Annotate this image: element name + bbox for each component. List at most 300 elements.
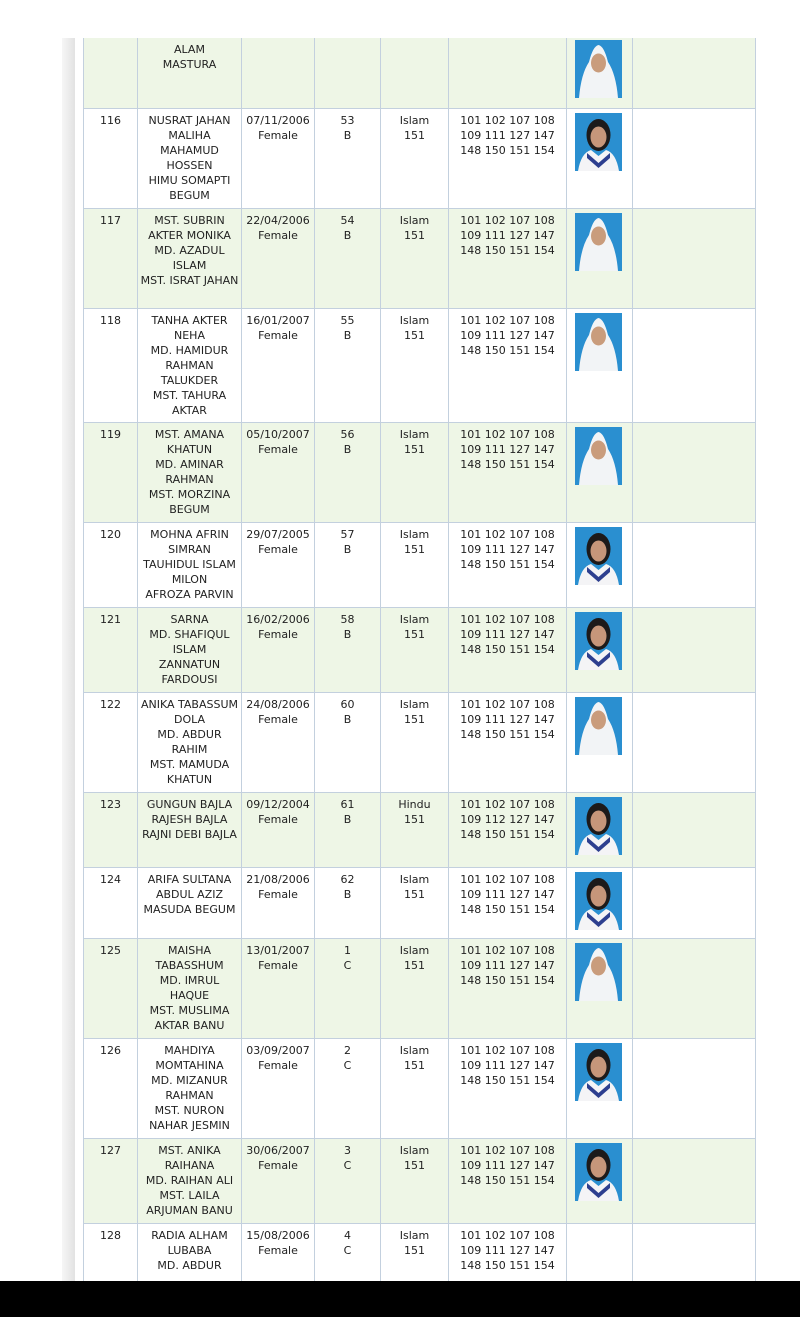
religion-cell	[381, 792, 449, 867]
mother-name: ZANNATUN FARDOUSI	[158, 657, 221, 686]
student-photo	[567, 422, 633, 522]
student-photo-image	[575, 113, 622, 171]
roll-number: 123	[100, 797, 121, 811]
class-roll: 54	[340, 213, 355, 227]
class-roll: 57	[340, 527, 355, 541]
religion-code: 151	[404, 228, 425, 242]
subject-codes: 109 111 127 147	[460, 1158, 555, 1172]
dob-gender-cell	[242, 692, 315, 792]
religion: Islam	[399, 527, 430, 541]
subject-codes: 109 111 127 147	[460, 1058, 555, 1072]
names-cell	[138, 422, 242, 522]
class-roll-cell	[315, 108, 381, 208]
father-name: MD. SHAFIQUL ISLAM	[149, 627, 230, 656]
subject-codes: 148 150 151 154	[460, 827, 555, 841]
remarks-cell	[633, 792, 756, 867]
subject-codes: 148 150 151 154	[460, 243, 555, 257]
religion-cell	[381, 208, 449, 308]
religion-code: 151	[404, 328, 425, 342]
section: B	[343, 887, 352, 901]
subject-codes: 109 111 127 147	[460, 542, 555, 556]
section: C	[343, 958, 352, 972]
subjects-cell	[449, 522, 567, 607]
table-row	[84, 1223, 756, 1281]
subject-codes: 101 102 107 108	[460, 797, 555, 811]
subjects-cell	[449, 422, 567, 522]
father-name: RAJESH BAJLA	[151, 812, 228, 826]
subject-codes: 101 102 107 108	[460, 943, 555, 957]
mother-name: MST. LAILA ARJUMAN BANU	[146, 1188, 233, 1217]
religion-cell	[381, 38, 449, 108]
student-photo	[567, 867, 633, 938]
mother-name: MST. MAMUDA KHATUN	[149, 757, 230, 786]
class-roll-cell	[315, 1223, 381, 1281]
class-roll-cell	[315, 208, 381, 308]
dob-gender-cell	[242, 522, 315, 607]
dob-gender-cell	[242, 422, 315, 522]
date-of-birth: 09/12/2004	[246, 797, 310, 811]
gender: Female	[258, 328, 298, 342]
class-roll: 2	[344, 1043, 351, 1057]
student-name: MOHNA AFRIN SIMRAN	[150, 527, 229, 556]
father-name: MD. IMRUL HAQUE	[159, 973, 220, 1002]
section: B	[343, 712, 352, 726]
student-photo-image	[575, 527, 622, 585]
subjects-cell	[449, 108, 567, 208]
student-name: GUNGUN BAJLA	[146, 797, 233, 811]
subject-codes: 109 111 127 147	[460, 1243, 555, 1257]
father-name: MD. RAIHAN ALI	[145, 1173, 234, 1187]
gender: Female	[258, 228, 298, 242]
names-cell	[138, 1038, 242, 1138]
student-photo-image	[575, 872, 622, 930]
dob-gender-cell	[242, 108, 315, 208]
dob-gender-cell	[242, 607, 315, 692]
religion: Islam	[399, 612, 430, 626]
religion-cell	[381, 522, 449, 607]
religion-cell	[381, 108, 449, 208]
religion: Islam	[399, 427, 430, 441]
subject-codes: 109 111 127 147	[460, 328, 555, 342]
names-cell	[138, 208, 242, 308]
names-cell	[138, 938, 242, 1038]
dob-gender-cell	[242, 792, 315, 867]
student-table	[83, 38, 756, 1281]
names-cell	[138, 38, 242, 108]
mother-name: MASUDA BEGUM	[143, 902, 236, 916]
remarks-cell	[633, 108, 756, 208]
names-cell	[138, 308, 242, 422]
father-name: MASTURA	[162, 58, 217, 71]
gender: Female	[258, 1058, 298, 1072]
student-photo-image	[575, 213, 622, 271]
subject-codes: 101 102 107 108	[460, 1228, 555, 1242]
table-row	[84, 607, 756, 692]
student-name: TANHA AKTER NEHA	[151, 313, 228, 342]
subjects-cell	[449, 1223, 567, 1281]
religion: Islam	[399, 313, 430, 327]
roll-number: 121	[100, 612, 121, 626]
student-photo-image	[575, 943, 622, 1001]
gender: Female	[258, 542, 298, 556]
religion-cell	[381, 1223, 449, 1281]
subject-codes: 109 111 127 147	[460, 228, 555, 242]
subjects-cell	[449, 938, 567, 1038]
student-photo	[567, 108, 633, 208]
father-name: MD. ABDUR	[157, 1258, 222, 1272]
class-roll: 53	[340, 113, 355, 127]
roll-cell	[84, 108, 138, 208]
mother-name: HIMU SOMAPTI BEGUM	[148, 173, 231, 202]
roll-number: 126	[100, 1043, 121, 1057]
names-cell	[138, 607, 242, 692]
subject-codes: 109 111 127 147	[460, 712, 555, 726]
class-roll-cell	[315, 38, 381, 108]
roll-number: 119	[100, 427, 121, 441]
class-roll: 55	[340, 313, 355, 327]
subject-codes: 101 102 107 108	[460, 1143, 555, 1157]
religion-code: 151	[404, 542, 425, 556]
religion-code: 151	[404, 887, 425, 901]
student-name: MAISHA TABASSHUM	[155, 943, 224, 972]
religion-code: 151	[404, 712, 425, 726]
religion-code: 151	[404, 128, 425, 142]
roll-cell	[84, 38, 138, 108]
class-roll: 61	[340, 797, 355, 811]
table-row	[84, 422, 756, 522]
date-of-birth: 05/10/2007	[246, 427, 310, 441]
mother-name: RAJNI DEBI BAJLA	[142, 827, 237, 841]
class-roll: 3	[344, 1143, 351, 1157]
roll-cell	[84, 792, 138, 867]
table-row	[84, 108, 756, 208]
mother-name: MST. TAHURA AKTAR	[152, 388, 227, 417]
section: C	[343, 1058, 352, 1072]
subject-codes: 101 102 107 108	[460, 527, 555, 541]
student-photo-image	[575, 697, 622, 755]
dob-gender-cell	[242, 38, 315, 108]
class-roll: 62	[340, 872, 355, 886]
section: B	[343, 542, 352, 556]
subject-codes: 109 111 127 147	[460, 128, 555, 142]
student-photo-image	[575, 1043, 622, 1101]
section: B	[343, 228, 352, 242]
student-photo-image	[575, 612, 622, 670]
subjects-cell	[449, 792, 567, 867]
religion: Islam	[399, 1043, 430, 1057]
subject-codes: 109 111 127 147	[460, 958, 555, 972]
date-of-birth: 13/01/2007	[246, 943, 310, 957]
subject-codes: 148 150 151 154	[460, 902, 555, 916]
religion: Islam	[399, 113, 430, 127]
page-edge-shadow	[62, 38, 75, 1281]
subjects-cell	[449, 692, 567, 792]
date-of-birth: 21/08/2006	[246, 872, 310, 886]
student-photo	[567, 208, 633, 308]
names-cell	[138, 692, 242, 792]
religion-cell	[381, 607, 449, 692]
student-name: ARIFA SULTANA	[147, 872, 232, 886]
father-name: ABDUL AZIZ	[155, 887, 224, 901]
roll-cell	[84, 1223, 138, 1281]
subject-codes: 148 150 151 154	[460, 1258, 555, 1272]
student-name: MST. AMANA KHATUN	[154, 427, 225, 456]
father-name: MD. ABDUR RAHIM	[157, 727, 222, 756]
class-roll: 58	[340, 612, 355, 626]
subject-codes: 101 102 107 108	[460, 1043, 555, 1057]
class-roll: 4	[344, 1228, 351, 1242]
religion-cell	[381, 422, 449, 522]
subject-codes: 101 102 107 108	[460, 872, 555, 886]
table-row	[84, 308, 756, 422]
father-name: TAUHIDUL ISLAM MILON	[143, 557, 236, 586]
dob-gender-cell	[242, 867, 315, 938]
table-row	[84, 38, 756, 108]
student-photo-image	[575, 313, 622, 371]
religion-code: 151	[404, 1243, 425, 1257]
remarks-cell	[633, 38, 756, 108]
subject-codes: 101 102 107 108	[460, 313, 555, 327]
subject-codes: 148 150 151 154	[460, 343, 555, 357]
subject-codes: 101 102 107 108	[460, 697, 555, 711]
table-row	[84, 1138, 756, 1223]
religion-code: 151	[404, 958, 425, 972]
subject-codes: 109 111 127 147	[460, 627, 555, 641]
names-cell	[138, 792, 242, 867]
subjects-cell	[449, 1138, 567, 1223]
date-of-birth: 16/01/2007	[246, 313, 310, 327]
subject-codes: 101 102 107 108	[460, 113, 555, 127]
student-name: NUSRAT JAHAN MALIHA	[148, 113, 231, 142]
religion-cell	[381, 938, 449, 1038]
religion-cell	[381, 1138, 449, 1223]
religion-code: 151	[404, 1058, 425, 1072]
student-photo	[567, 308, 633, 422]
mother-name: MST. MORZINA BEGUM	[148, 487, 231, 516]
student-photo	[567, 692, 633, 792]
subjects-cell	[449, 38, 567, 108]
names-cell	[138, 1223, 242, 1281]
section: B	[343, 442, 352, 456]
remarks-cell	[633, 1223, 756, 1281]
roll-number: 125	[100, 943, 121, 957]
section: B	[343, 328, 352, 342]
gender: Female	[258, 1158, 298, 1172]
subject-codes: 148 150 151 154	[460, 642, 555, 656]
class-roll: 56	[340, 427, 355, 441]
subject-codes: 109 111 127 147	[460, 887, 555, 901]
dob-gender-cell	[242, 1138, 315, 1223]
dob-gender-cell	[242, 1223, 315, 1281]
roll-cell	[84, 308, 138, 422]
remarks-cell	[633, 867, 756, 938]
gender: Female	[258, 442, 298, 456]
date-of-birth: 29/07/2005	[246, 527, 310, 541]
religion: Islam	[399, 213, 430, 227]
dob-gender-cell	[242, 938, 315, 1038]
subject-codes: 109 111 127 147	[460, 442, 555, 456]
father-name: MD. MIZANUR RAHMAN	[151, 1073, 228, 1102]
roll-number: 120	[100, 527, 121, 541]
gender: Female	[258, 887, 298, 901]
subject-codes: 101 102 107 108	[460, 427, 555, 441]
roll-cell	[84, 938, 138, 1038]
class-roll-cell	[315, 522, 381, 607]
student-photo	[567, 938, 633, 1038]
religion: Islam	[399, 872, 430, 886]
class-roll: 1	[344, 943, 351, 957]
student-photo-image	[575, 427, 622, 485]
remarks-cell	[633, 1038, 756, 1138]
subject-codes: 101 102 107 108	[460, 612, 555, 626]
roll-number: 116	[100, 113, 121, 127]
remarks-cell	[633, 308, 756, 422]
student-photo	[567, 1223, 633, 1281]
subjects-cell	[449, 1038, 567, 1138]
date-of-birth: 15/08/2006	[246, 1228, 310, 1242]
table-row	[84, 1038, 756, 1138]
dob-gender-cell	[242, 1038, 315, 1138]
names-cell	[138, 867, 242, 938]
date-of-birth: 03/09/2007	[246, 1043, 310, 1057]
student-name: ALAM	[174, 43, 205, 56]
subjects-cell	[449, 607, 567, 692]
remarks-cell	[633, 208, 756, 308]
religion: Islam	[399, 943, 430, 957]
dob-gender-cell	[242, 308, 315, 422]
father-name: MD. HAMIDUR RAHMAN TALUKDER	[150, 343, 229, 387]
class-roll-cell	[315, 792, 381, 867]
student-photo-image	[575, 40, 622, 98]
student-name: MST. ANIKA RAIHANA	[158, 1143, 221, 1172]
religion-code: 151	[404, 812, 425, 826]
father-name: MAHAMUD HOSSEN	[160, 143, 219, 172]
religion-cell	[381, 867, 449, 938]
section: C	[343, 1243, 352, 1257]
roll-number: 122	[100, 697, 121, 711]
subject-codes: 148 150 151 154	[460, 143, 555, 157]
religion-code: 151	[404, 442, 425, 456]
student-photo-image	[575, 797, 622, 855]
subject-codes: 148 150 151 154	[460, 1073, 555, 1087]
roll-number: 127	[100, 1143, 121, 1157]
section: C	[343, 1158, 352, 1172]
section: B	[343, 627, 352, 641]
table-row	[84, 692, 756, 792]
student-photo	[567, 38, 633, 108]
class-roll: 60	[340, 697, 355, 711]
class-roll-cell	[315, 607, 381, 692]
section: B	[343, 128, 352, 142]
table-row	[84, 522, 756, 607]
student-name: ANIKA TABASSUM DOLA	[140, 697, 238, 726]
religion-cell	[381, 308, 449, 422]
names-cell	[138, 522, 242, 607]
roll-cell	[84, 422, 138, 522]
gender: Female	[258, 627, 298, 641]
student-photo-image	[575, 1143, 622, 1201]
roll-number: 118	[100, 313, 121, 327]
student-photo	[567, 792, 633, 867]
class-roll-cell	[315, 308, 381, 422]
class-roll-cell	[315, 1038, 381, 1138]
class-roll-cell	[315, 1138, 381, 1223]
religion: Islam	[399, 1228, 430, 1242]
religion-code: 151	[404, 627, 425, 641]
religion-code: 151	[404, 1158, 425, 1172]
student-name: MAHDIYA MOMTAHINA	[155, 1043, 224, 1072]
remarks-cell	[633, 522, 756, 607]
mother-name: AFROZA PARVIN	[145, 587, 234, 601]
names-cell	[138, 108, 242, 208]
class-roll-cell	[315, 867, 381, 938]
gender: Female	[258, 712, 298, 726]
student-name: RADIA ALHAM LUBABA	[151, 1228, 228, 1257]
subject-codes: 148 150 151 154	[460, 1173, 555, 1187]
subjects-cell	[449, 867, 567, 938]
dob-gender-cell	[242, 208, 315, 308]
subject-codes: 101 102 107 108	[460, 213, 555, 227]
student-photo	[567, 607, 633, 692]
mother-name: MST. MUSLIMA AKTAR BANU	[149, 1003, 230, 1032]
mother-name: MST. ISRAT JAHAN	[140, 273, 239, 287]
student-photo	[567, 522, 633, 607]
roll-cell	[84, 1038, 138, 1138]
student-photo	[567, 1138, 633, 1223]
class-roll-cell	[315, 938, 381, 1038]
date-of-birth: 07/11/2006	[246, 113, 310, 127]
gender: Female	[258, 812, 298, 826]
table-row	[84, 792, 756, 867]
roll-number: 128	[100, 1228, 121, 1242]
names-cell	[138, 1138, 242, 1223]
subject-codes: 148 150 151 154	[460, 973, 555, 987]
class-roll-cell	[315, 692, 381, 792]
student-name: MST. SUBRIN AKTER MONIKA	[148, 213, 231, 242]
date-of-birth: 22/04/2006	[246, 213, 310, 227]
roll-number: 124	[100, 872, 121, 886]
subjects-cell	[449, 208, 567, 308]
religion-cell	[381, 692, 449, 792]
subject-codes: 109 112 127 147	[460, 812, 555, 826]
table-row	[84, 208, 756, 308]
date-of-birth: 24/08/2006	[246, 697, 310, 711]
student-name: SARNA	[170, 612, 209, 626]
remarks-cell	[633, 938, 756, 1038]
class-roll-cell	[315, 422, 381, 522]
remarks-cell	[633, 422, 756, 522]
date-of-birth: 30/06/2007	[246, 1143, 310, 1157]
subject-codes: 148 150 151 154	[460, 457, 555, 471]
remarks-cell	[633, 607, 756, 692]
gender: Female	[258, 128, 298, 142]
father-name: MD. AMINAR RAHMAN	[155, 457, 224, 486]
religion: Hindu	[398, 797, 431, 811]
subjects-cell	[449, 308, 567, 422]
religion: Islam	[399, 1143, 430, 1157]
remarks-cell	[633, 1138, 756, 1223]
subject-codes: 148 150 151 154	[460, 727, 555, 741]
date-of-birth: 16/02/2006	[246, 612, 310, 626]
roll-cell	[84, 692, 138, 792]
gender: Female	[258, 958, 298, 972]
roll-cell	[84, 1138, 138, 1223]
roll-number: 117	[100, 213, 121, 227]
remarks-cell	[633, 692, 756, 792]
religion: Islam	[399, 697, 430, 711]
mother-name: MST. NURON NAHAR JESMIN	[149, 1103, 230, 1132]
student-photo	[567, 1038, 633, 1138]
